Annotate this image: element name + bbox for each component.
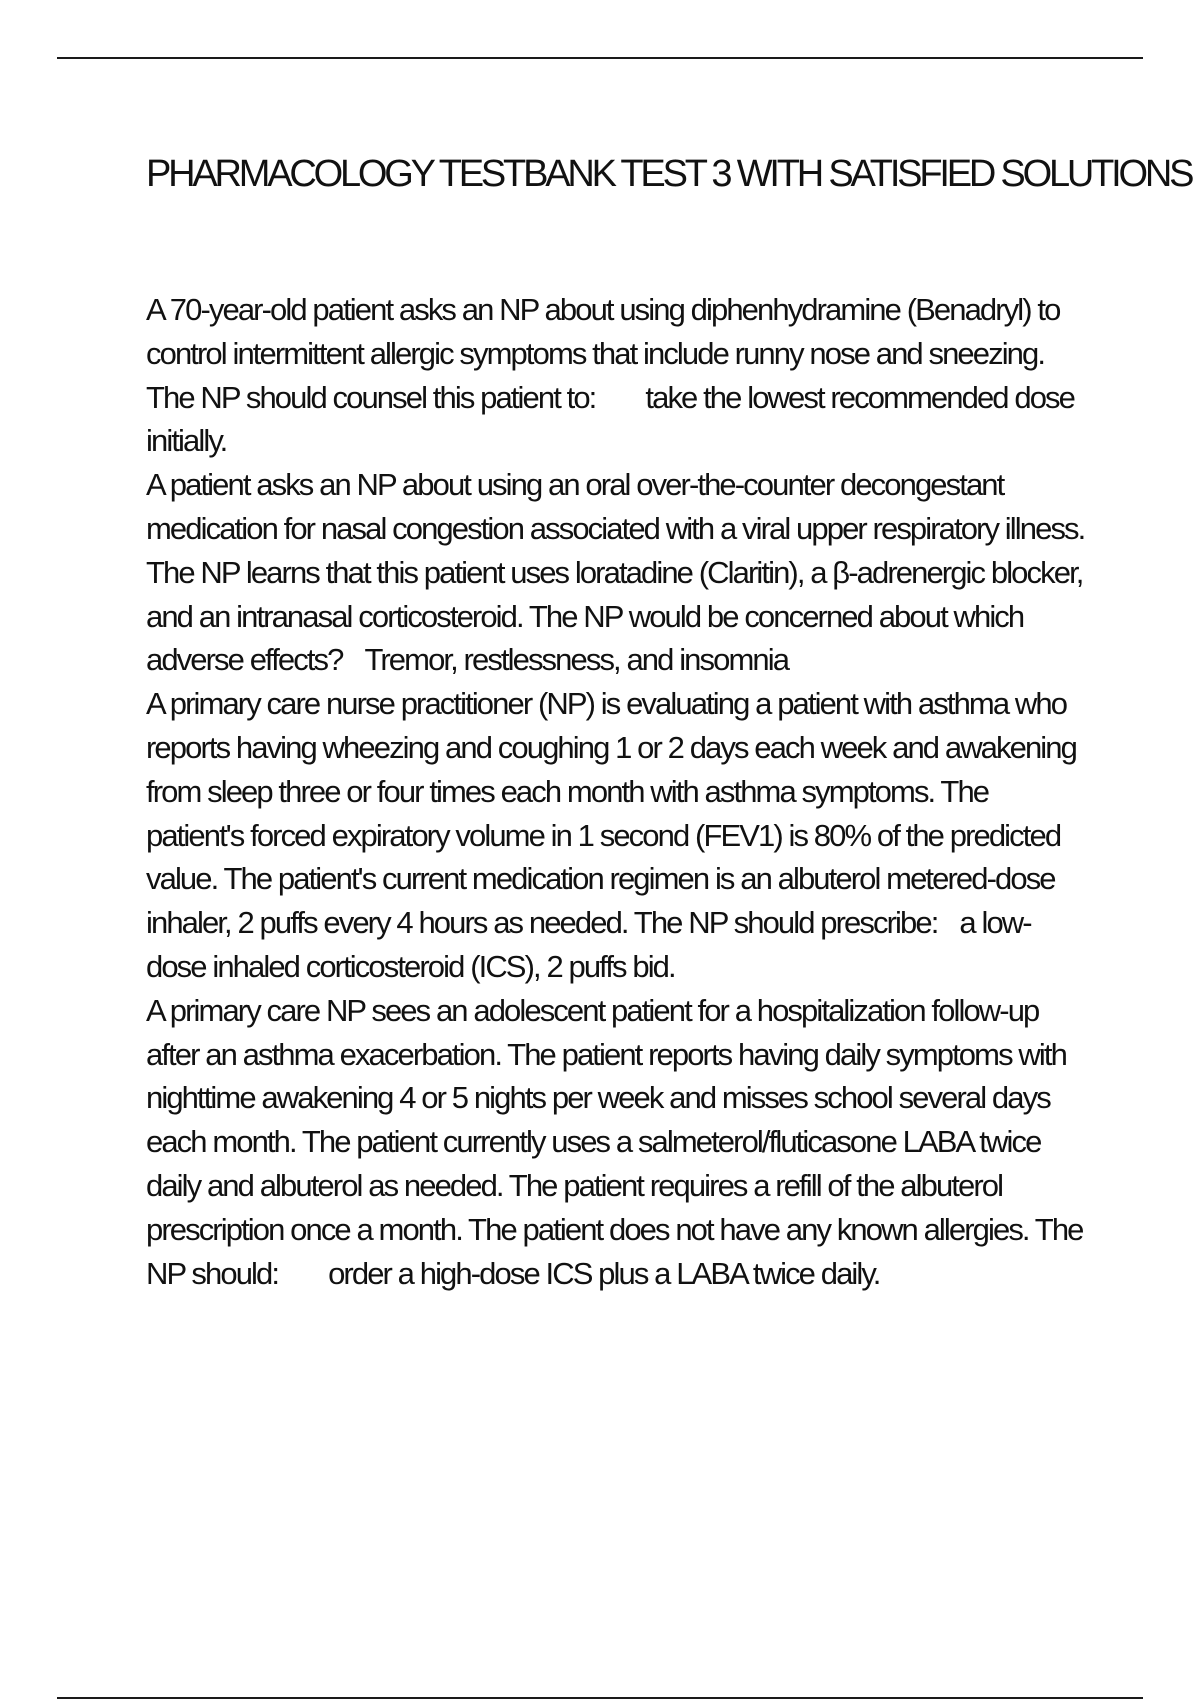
question-text: A primary care NP sees an adolescent patient for a hospitalization follow-up after an asthma exacerbation. The patient reports having daily symptoms with nighttime awakening 4 or 5 nights per week and misses school several days each month. The patient currently uses a salmeterol/fluticasone LABA twice daily and albuterol as needed. The patient requires a refill of the albuterol prescription once a month. The patient does not have any known allergies. The NP should: bbox=[146, 992, 1083, 1291]
question-text: A patient asks an NP about using an oral over-the-counter decongestant medication for nasal congestion associated with a viral upper respiratory illness. The NP learns that this patient uses loratadine (Claritin), a β-adrenergic blocker, and an intranasal corticosteroid. The NP would be concerned about which adverse effects? bbox=[146, 467, 1085, 678]
qa-item-1 bbox=[146, 288, 1086, 463]
top-rule bbox=[57, 57, 1143, 59]
qa-item-4 bbox=[146, 989, 1086, 1296]
qa-item-3 bbox=[146, 682, 1086, 989]
document-body bbox=[146, 288, 1086, 1295]
qa-item-2 bbox=[146, 463, 1086, 682]
question-text: A primary care nurse practitioner (NP) is evaluating a patient with asthma who reports having wheezing and coughing 1 or 2 days each week and awakening from sleep three or four times each month with asthma symptoms. The patient's forced expiratory volume in 1 second (FEV1) is 80% of the predicted value. The patient's current medication regimen is an albuterol metered-dose inhaler, 2 puffs every 4 hours as needed. The NP should prescribe: bbox=[146, 686, 1076, 941]
answer-text: a low-dose inhaled corticosteroid (ICS), 2 puffs bid. bbox=[146, 905, 1031, 984]
document-title: PHARMACOLOGY TESTBANK TEST 3 WITH SATISFIED SOLUTIONS bbox=[146, 153, 1192, 195]
answer-text: Tremor, restlessness, and insomnia bbox=[364, 642, 789, 678]
answer-text: order a high-dose ICS plus a LABA twice daily. bbox=[328, 1255, 880, 1291]
bottom-rule bbox=[57, 1697, 1143, 1699]
question-text: A 70-year-old patient asks an NP about using diphenhydramine (Benadryl) to control intermittent allergic symptoms that include runny nose and sneezing. The NP should counsel this patient to: bbox=[146, 292, 1060, 415]
answer-text: take the lowest recommended dose initially. bbox=[146, 379, 1074, 459]
